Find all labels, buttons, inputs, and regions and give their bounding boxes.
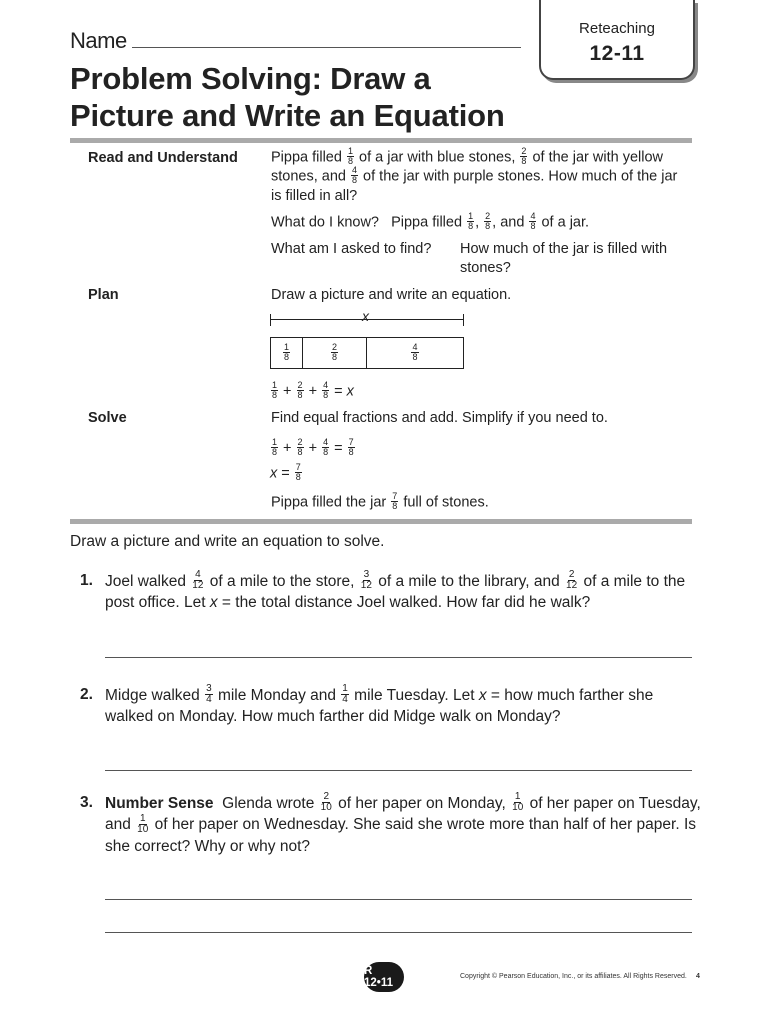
question-3-text: Number Sense Glenda wrote $\frac{2}{10}$ of her paper on Monday, $\frac{1}{10}$ of her paper on Tuesday, and $\frac{1}{10}$ of her paper on Wednesday. She said she wrote more than half of her paper. Is she correct? Why or why not?: [105, 791, 701, 855]
solve-label: Solve: [88, 410, 127, 426]
lesson-badge: [539, 0, 695, 80]
question-1-number: 1.: [80, 572, 93, 589]
top-divider: [70, 138, 692, 143]
bar-model-bracket: [270, 319, 464, 332]
fraction: $\frac{1}{8}$: [347, 146, 353, 166]
number-sense-label: Number Sense: [105, 795, 214, 812]
answer-line-3a[interactable]: [105, 899, 692, 900]
question-3-number: 3.: [80, 794, 93, 811]
instructions: Draw a picture and write an equation to solve.: [70, 533, 385, 550]
copyright-text: Copyright © Pearson Education, Inc., or its affiliates. All Rights Reserved.: [460, 973, 687, 980]
fraction: $\frac{4}{8}$: [352, 165, 358, 186]
bar-model: [270, 337, 464, 369]
solve-text: Find equal fractions and add. Simplify if you need to.: [271, 410, 608, 426]
page-number: 4: [696, 973, 700, 980]
lesson-number: 12-11: [589, 42, 645, 65]
bottom-divider: [70, 519, 692, 524]
bar-model-total-label: x: [362, 308, 369, 324]
badge-label: Reteaching: [579, 20, 655, 37]
fraction: $\frac{2}{8}$: [521, 146, 527, 166]
bar-segment-two-eighths: $\frac{2}{8}$: [303, 338, 367, 368]
page-title: [70, 60, 505, 134]
read-understand-label: Read and Understand: [88, 150, 238, 166]
solve-equation: $\frac{1}{8}$ + $\frac{2}{8}$ + $\frac{4}{8}$ = $\frac{7}{8}$: [272, 437, 354, 457]
plan-label: Plan: [88, 287, 119, 303]
what-to-find-answer: How much of the jar is filled with stones?: [460, 241, 668, 276]
name-field[interactable]: [132, 47, 521, 48]
answer-line-3b[interactable]: [105, 932, 692, 933]
what-do-i-know: What do I know? Pippa filled $\frac{1}{8}$ , $\frac{2}{8}$ , and $\frac{4}{8}$ of a jar.: [271, 211, 590, 231]
bar-segment-one-eighth: $\frac{1}{8}$: [271, 338, 303, 368]
what-to-find-question: What am I asked to find?: [271, 241, 432, 257]
title-line-1: Problem Solving: Draw a: [70, 61, 431, 96]
answer-line-1[interactable]: [105, 657, 692, 658]
plan-equation: $\frac{1}{8}$ + $\frac{2}{8}$ + $\frac{4}{8}$ = x: [272, 380, 354, 400]
solve-answer: Pippa filled the jar $\frac{7}{8}$ full of stones.: [271, 491, 489, 511]
plan-text: Draw a picture and write an equation.: [271, 287, 512, 303]
question-1-text: Joel walked $\frac{4}{12}$ of a mile to the store, $\frac{3}{12}$ of a mile to the library, and $\frac{2}{12}$ of a mile to the post office. Let x = the total distance Joel walked. How far did he walk?: [105, 569, 686, 612]
bar-segment-four-eighths: $\frac{4}{8}$: [412, 341, 418, 362]
answer-line-2[interactable]: [105, 770, 692, 771]
title-line-2: Picture and Write an Equation: [70, 98, 505, 133]
page-code-badge: R 12•11: [364, 962, 404, 992]
question-2-number: 2.: [80, 686, 93, 703]
problem-text: Pippa filled $\frac{1}{8}$ of a jar with blue stones, $\frac{2}{8}$ of the jar with yellow stones, and $\frac{4}{8}$ of the jar with purple stones. How much of the jar is filled in all?: [271, 146, 678, 204]
solve-result: x = $\frac{7}{8}$: [270, 462, 301, 482]
name-label: Name: [70, 28, 127, 53]
question-2-text: Midge walked $\frac{3}{4}$ mile Monday and $\frac{1}{4}$ mile Tuesday. Let x = how much farther she walked on Monday. How much farther did Midge walk on Monday?: [105, 683, 654, 726]
